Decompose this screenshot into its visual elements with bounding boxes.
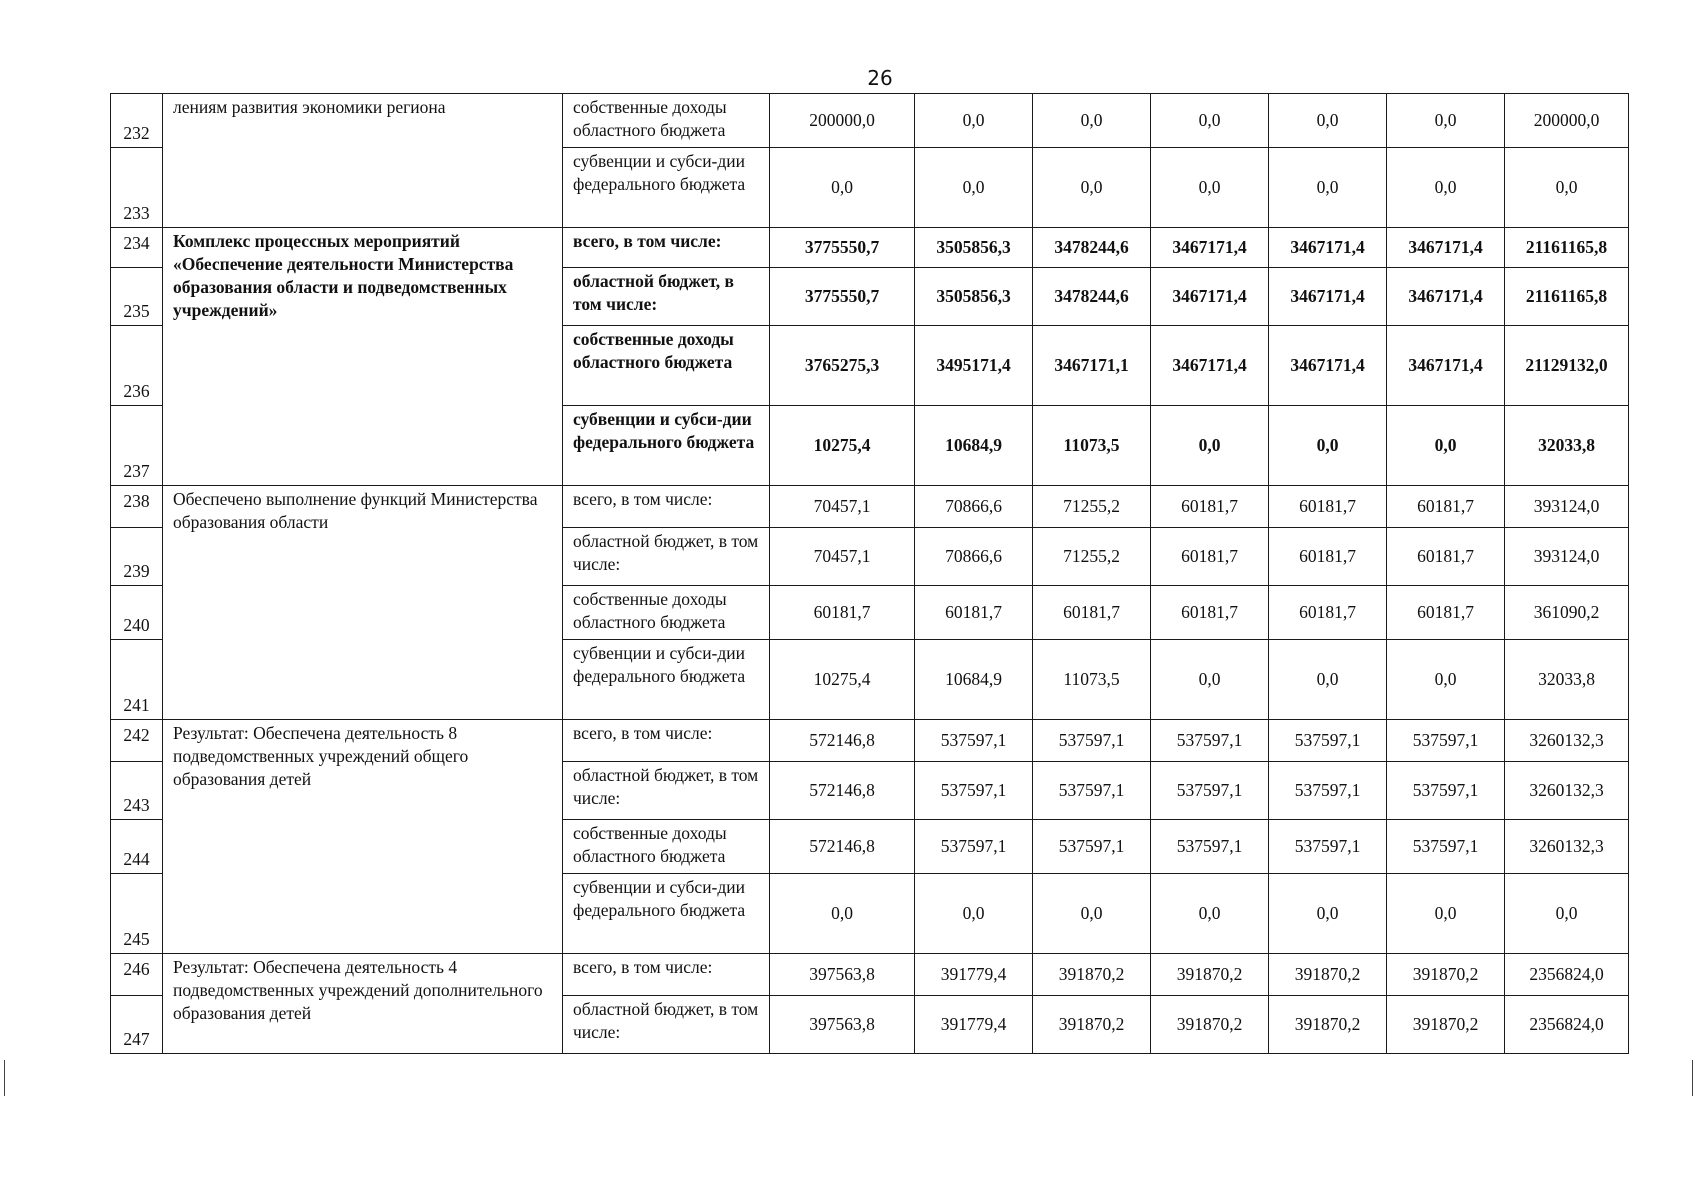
- year-value: 60181,7: [770, 586, 915, 640]
- total-value: 0,0: [1505, 874, 1629, 954]
- row-number: 235: [111, 268, 163, 326]
- row-number: 246: [111, 954, 163, 996]
- year-value: 0,0: [1269, 406, 1387, 486]
- year-value: 3467171,4: [1151, 326, 1269, 406]
- year-value: 391870,2: [1387, 954, 1505, 996]
- year-value: 0,0: [1269, 148, 1387, 228]
- row-number: 234: [111, 228, 163, 268]
- year-value: 572146,8: [770, 762, 915, 820]
- year-value: 537597,1: [915, 762, 1033, 820]
- row-description: Результат: Обеспечена деятельность 4 подведомственных учреждений дополнительного образования детей: [163, 954, 563, 1054]
- funding-source: всего, в том числе:: [563, 720, 770, 762]
- funding-source: всего, в том числе:: [563, 954, 770, 996]
- total-value: 361090,2: [1505, 586, 1629, 640]
- year-value: 0,0: [1033, 874, 1151, 954]
- funding-source: собственные доходы областного бюджета: [563, 586, 770, 640]
- year-value: 0,0: [1269, 94, 1387, 148]
- budget-table: [110, 93, 1629, 1054]
- year-value: 3775550,7: [770, 228, 915, 268]
- row-description: Результат: Обеспечена деятельность 8 подведомственных учреждений общего образования детей: [163, 720, 563, 954]
- year-value: 0,0: [1033, 94, 1151, 148]
- total-value: 2356824,0: [1505, 954, 1629, 996]
- total-value: 3260132,3: [1505, 762, 1629, 820]
- year-value: 10275,4: [770, 640, 915, 720]
- year-value: 0,0: [1033, 148, 1151, 228]
- year-value: 391870,2: [1151, 954, 1269, 996]
- year-value: 537597,1: [1033, 820, 1151, 874]
- table-row: [111, 954, 1629, 996]
- year-value: 3467171,4: [1269, 268, 1387, 326]
- year-value: 3478244,6: [1033, 228, 1151, 268]
- year-value: 70866,6: [915, 528, 1033, 586]
- year-value: 3467171,4: [1269, 228, 1387, 268]
- year-value: 0,0: [915, 874, 1033, 954]
- row-description: Обеспечено выполнение функций Министерства образования области: [163, 486, 563, 720]
- total-value: 21161165,8: [1505, 228, 1629, 268]
- year-value: 0,0: [1269, 874, 1387, 954]
- table-body: [111, 94, 1629, 1054]
- year-value: 60181,7: [1151, 528, 1269, 586]
- year-value: 3467171,4: [1387, 228, 1505, 268]
- year-value: 3467171,4: [1387, 268, 1505, 326]
- year-value: 391870,2: [1033, 954, 1151, 996]
- total-value: 0,0: [1505, 148, 1629, 228]
- total-value: 32033,8: [1505, 640, 1629, 720]
- funding-source: всего, в том числе:: [563, 486, 770, 528]
- funding-source: субвенции и субси-дии федерального бюджета: [563, 148, 770, 228]
- year-value: 537597,1: [1269, 762, 1387, 820]
- table-row: [111, 486, 1629, 528]
- year-value: 60181,7: [1269, 528, 1387, 586]
- year-value: 391870,2: [1269, 954, 1387, 996]
- year-value: 397563,8: [770, 996, 915, 1054]
- total-value: 21161165,8: [1505, 268, 1629, 326]
- total-value: 200000,0: [1505, 94, 1629, 148]
- total-value: 3260132,3: [1505, 820, 1629, 874]
- row-number: 242: [111, 720, 163, 762]
- year-value: 3765275,3: [770, 326, 915, 406]
- year-value: 391870,2: [1387, 996, 1505, 1054]
- row-description: лениям развития экономики региона: [163, 94, 563, 228]
- year-value: 60181,7: [1151, 486, 1269, 528]
- row-number: 243: [111, 762, 163, 820]
- year-value: 537597,1: [1269, 820, 1387, 874]
- page-number: 26: [867, 66, 893, 90]
- year-value: 10684,9: [915, 640, 1033, 720]
- table-row: [111, 720, 1629, 762]
- row-number: 238: [111, 486, 163, 528]
- year-value: 0,0: [1151, 406, 1269, 486]
- funding-source: областной бюджет, в том числе:: [563, 268, 770, 326]
- year-value: 0,0: [1151, 640, 1269, 720]
- funding-source: субвенции и субси-дии федерального бюджета: [563, 406, 770, 486]
- row-number: 247: [111, 996, 163, 1054]
- year-value: 60181,7: [1387, 586, 1505, 640]
- year-value: 11073,5: [1033, 406, 1151, 486]
- year-value: 0,0: [770, 874, 915, 954]
- funding-source: субвенции и субси-дии федерального бюджета: [563, 640, 770, 720]
- year-value: 60181,7: [1269, 486, 1387, 528]
- year-value: 391870,2: [1151, 996, 1269, 1054]
- year-value: 60181,7: [1387, 486, 1505, 528]
- year-value: 537597,1: [1151, 820, 1269, 874]
- year-value: 537597,1: [1033, 762, 1151, 820]
- scan-edge-mark: [1692, 1060, 1693, 1096]
- year-value: 3467171,1: [1033, 326, 1151, 406]
- year-value: 3478244,6: [1033, 268, 1151, 326]
- year-value: 537597,1: [1269, 720, 1387, 762]
- year-value: 537597,1: [915, 820, 1033, 874]
- year-value: 397563,8: [770, 954, 915, 996]
- year-value: 60181,7: [1033, 586, 1151, 640]
- year-value: 537597,1: [1151, 762, 1269, 820]
- scan-edge-mark: [4, 1060, 5, 1096]
- year-value: 200000,0: [770, 94, 915, 148]
- year-value: 10684,9: [915, 406, 1033, 486]
- year-value: 391870,2: [1033, 996, 1151, 1054]
- total-value: 393124,0: [1505, 486, 1629, 528]
- year-value: 70866,6: [915, 486, 1033, 528]
- row-description: Комплекс процессных мероприятий «Обеспечение деятельности Министерства образования области и подведомственных учреждений»: [163, 228, 563, 486]
- year-value: 0,0: [915, 94, 1033, 148]
- table-row: [111, 228, 1629, 268]
- funding-source: субвенции и субси-дии федерального бюджета: [563, 874, 770, 954]
- year-value: 537597,1: [1387, 720, 1505, 762]
- year-value: 0,0: [915, 148, 1033, 228]
- funding-source: всего, в том числе:: [563, 228, 770, 268]
- year-value: 60181,7: [1387, 528, 1505, 586]
- year-value: 3495171,4: [915, 326, 1033, 406]
- year-value: 572146,8: [770, 820, 915, 874]
- year-value: 3467171,4: [1269, 326, 1387, 406]
- year-value: 572146,8: [770, 720, 915, 762]
- year-value: 0,0: [1151, 148, 1269, 228]
- row-number: 245: [111, 874, 163, 954]
- year-value: 0,0: [1387, 874, 1505, 954]
- year-value: 3505856,3: [915, 228, 1033, 268]
- year-value: 60181,7: [1269, 586, 1387, 640]
- row-number: 241: [111, 640, 163, 720]
- total-value: 32033,8: [1505, 406, 1629, 486]
- total-value: 2356824,0: [1505, 996, 1629, 1054]
- total-value: 21129132,0: [1505, 326, 1629, 406]
- funding-source: областной бюджет, в том числе:: [563, 528, 770, 586]
- row-number: 237: [111, 406, 163, 486]
- funding-source: собственные доходы областного бюджета: [563, 326, 770, 406]
- funding-source: собственные доходы областного бюджета: [563, 94, 770, 148]
- year-value: 3505856,3: [915, 268, 1033, 326]
- funding-source: собственные доходы областного бюджета: [563, 820, 770, 874]
- row-number: 236: [111, 326, 163, 406]
- year-value: 391779,4: [915, 996, 1033, 1054]
- table-row: [111, 94, 1629, 148]
- year-value: 60181,7: [1151, 586, 1269, 640]
- year-value: 391870,2: [1269, 996, 1387, 1054]
- year-value: 70457,1: [770, 528, 915, 586]
- total-value: 3260132,3: [1505, 720, 1629, 762]
- row-number: 239: [111, 528, 163, 586]
- year-value: 537597,1: [1151, 720, 1269, 762]
- year-value: 0,0: [1387, 640, 1505, 720]
- year-value: 0,0: [1269, 640, 1387, 720]
- funding-source: областной бюджет, в том числе:: [563, 762, 770, 820]
- year-value: 11073,5: [1033, 640, 1151, 720]
- total-value: 393124,0: [1505, 528, 1629, 586]
- year-value: 537597,1: [1387, 762, 1505, 820]
- year-value: 0,0: [1387, 94, 1505, 148]
- year-value: 3775550,7: [770, 268, 915, 326]
- year-value: 0,0: [770, 148, 915, 228]
- year-value: 537597,1: [1033, 720, 1151, 762]
- row-number: 244: [111, 820, 163, 874]
- year-value: 71255,2: [1033, 528, 1151, 586]
- year-value: 537597,1: [915, 720, 1033, 762]
- year-value: 60181,7: [915, 586, 1033, 640]
- year-value: 0,0: [1151, 874, 1269, 954]
- year-value: 391779,4: [915, 954, 1033, 996]
- year-value: 10275,4: [770, 406, 915, 486]
- year-value: 0,0: [1151, 94, 1269, 148]
- year-value: 70457,1: [770, 486, 915, 528]
- year-value: 3467171,4: [1151, 268, 1269, 326]
- year-value: 0,0: [1387, 406, 1505, 486]
- year-value: 537597,1: [1387, 820, 1505, 874]
- year-value: 0,0: [1387, 148, 1505, 228]
- row-number: 240: [111, 586, 163, 640]
- row-number: 233: [111, 148, 163, 228]
- year-value: 3467171,4: [1387, 326, 1505, 406]
- year-value: 3467171,4: [1151, 228, 1269, 268]
- row-number: 232: [111, 94, 163, 148]
- funding-source: областной бюджет, в том числе:: [563, 996, 770, 1054]
- year-value: 71255,2: [1033, 486, 1151, 528]
